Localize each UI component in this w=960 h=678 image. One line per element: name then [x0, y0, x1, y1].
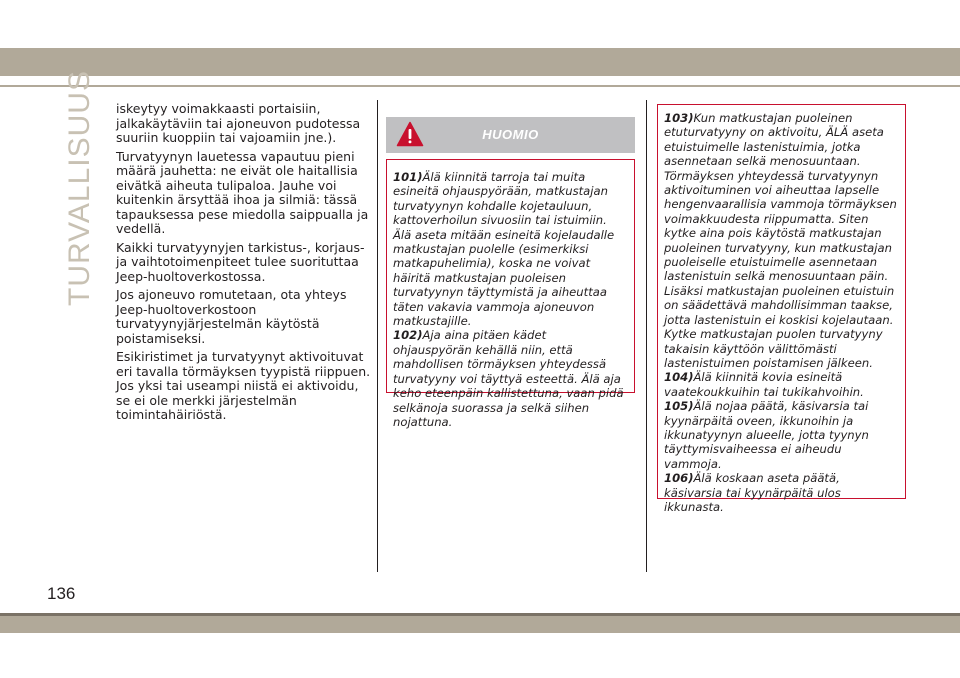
warning-item-text: Älä kiinnitä tarroja tai muita esineitä ohjauspyörään, matkustajan turvatyynyn kohdalle kojetauluun, kattoverhoilun sivuosiin tai istuimiin. Älä aseta mitään esineitä kojelaudalle matkustajan puolelle (esimerkiksi matkapuhelimia), koska ne voivat häiritä matkustajan puoleisen turvatyynyn täyttymistä ja aiheuttaa täten vakavia vammoja ajoneuvon matkustajille. [393, 170, 615, 329]
warning-box-1 [386, 159, 635, 429]
section-side-label [60, 69, 100, 306]
warning-item [664, 399, 899, 471]
warning-box-2 [657, 104, 906, 514]
top-decorative-band [0, 48, 960, 76]
warning-header [386, 117, 635, 153]
page-number: 136 [47, 584, 76, 603]
bottom-decorative-band [0, 613, 960, 633]
column-divider-right [646, 100, 647, 572]
paragraph: Kaikki turvatyynyjen tarkistus-, korjaus- ja vaihtotoimenpiteet tulee suorituttaa Jeep-huoltoverkostossa. [116, 239, 365, 284]
warning-item-text: Älä koskaan aseta päätä, käsivarsia tai kyynärpäitä ulos ikkunasta. [664, 471, 841, 514]
warning-item [393, 170, 628, 328]
warning-title: HUOMIO [482, 127, 539, 142]
top-divider-line [0, 85, 960, 87]
warning-item [664, 471, 899, 514]
warning-item-text: Aja aina pitäen kädet ohjauspyörän kehällä niin, että mahdollisen törmäyksen yhteydessä turvatyyny voi täyttyä esteettä. Älä aja keho eteenpäin kallistettuna, vaan pidä selkänoja suorassa ja selkä siihen nojattuna. [393, 328, 624, 429]
warning-item-text: Kun matkustajan puoleinen etuturvatyyny on aktivoitu, ÄLÄ aseta etuistuimelle lastenistuimia, jotka asennetaan selkä menosuuntaan. Törmäyksen yhteydessä turvatyynyn aktivoituminen voi aiheuttaa lapselle hengenvaarallisia vammoja törmäyksen voimakkuudesta riippumatta. Siten kytke aina pois käytöstä matkustajan puoleinen turvatyyny, kun matkustajan puoleiselle etuistuimelle asennetaan lastenistuin selkä menosuuntaan päin. Lisäksi matkustajan puoleinen etuistuin on säädettävä mahdollisimman taakse, jotta lastenistuin ei koskisi kojelautaan. Kytke matkustajan puolen turvatyyny takaisin käyttöön välittömästi lastenistuimen poistamisen jälkeen. [664, 111, 897, 370]
warning-item-text: Älä kiinnitä kovia esineitä vaatekoukkuihin tai tukikahvoihin. [664, 370, 864, 399]
warning-item-number: 103) [664, 111, 694, 125]
bottom-band-edge [0, 613, 960, 616]
warning-item [664, 111, 899, 370]
body-text-column [116, 102, 372, 427]
paragraph: Esikiristimet ja turvatyynyt aktivoituvat eri tavalla törmäyksen tyypistä riippuen. Jos yksi tai useampi niistä ei aktivoidu, se ei ole merkki järjestelmän toimintahäiriöstä. [116, 349, 371, 422]
warning-item-number: 101) [393, 170, 423, 184]
warning-item [393, 328, 628, 429]
paragraph: Jos ajoneuvo romutetaan, ota yhteys Jeep-huoltoverkostoon turvatyynyjärjestelmän käytöstä poistamiseksi. [116, 287, 347, 346]
section-title: TURVALLISUUS [63, 69, 96, 306]
warning-item-number: 105) [664, 399, 694, 414]
warning-item-text: Älä nojaa päätä, käsivarsia tai kyynärpäitä oveen, ikkunoihin ja ikkunatyynyn alueelle, jotta tyynyn täyttymisvaiheessa ei aiheudu vammoja. [664, 399, 869, 471]
warning-item-number: 106) [664, 471, 694, 486]
warning-item-number: 104) [664, 370, 694, 385]
warning-item-number: 102) [393, 328, 423, 343]
column-divider-left [377, 100, 378, 572]
paragraph: iskeytyy voimakkaasti portaisiin, jalkakäytäviin tai ajoneuvon pudotessa suuriin kuoppiin tai vajoamiin jne.). [116, 101, 361, 145]
warning-item [664, 370, 899, 399]
paragraph: Turvatyynyn lauetessa vapautuu pieni määrä jauhetta: ne eivät ole haitallisia eivätkä aiheuta tulipaloa. Jauhe voi kuitenkin ärsyttää ihoa ja silmiä: tässä tapauksessa pese miedolla saippualla ja vedellä. [116, 148, 369, 236]
